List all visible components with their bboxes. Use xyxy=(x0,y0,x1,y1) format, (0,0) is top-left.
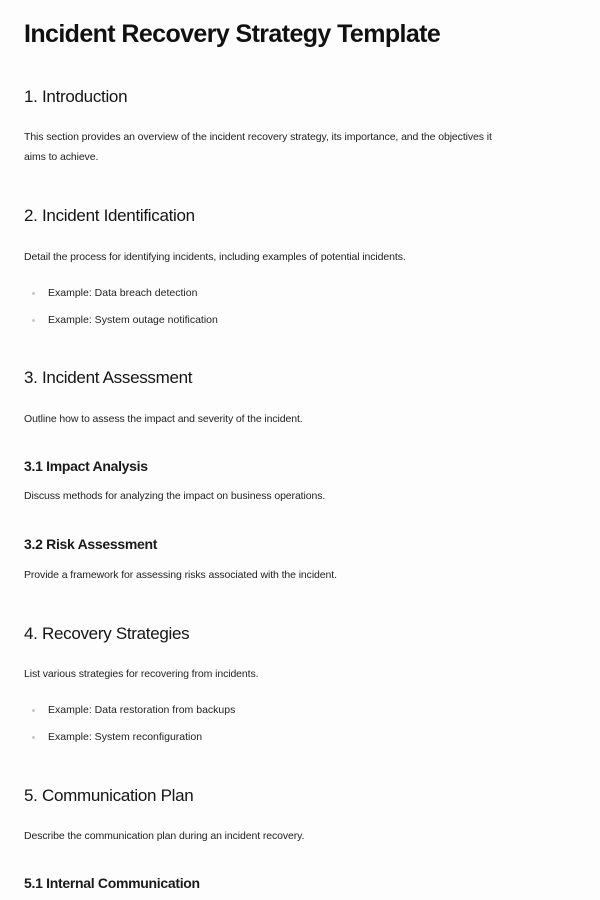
section-text: Outline how to assess the impact and severity of the incident. xyxy=(24,413,303,425)
list-item: Example: System reconfiguration xyxy=(48,731,203,743)
subsection-text: Provide a framework for assessing risks associated with the incident. xyxy=(24,569,337,581)
bullet-icon xyxy=(32,292,35,295)
section-heading-assessment: 3. Incident Assessment xyxy=(24,368,193,387)
section-heading-introduction: 1. Introduction xyxy=(24,87,128,106)
section-heading-recovery-strategies: 4. Recovery Strategies xyxy=(24,624,190,643)
document-title: Incident Recovery Strategy Template xyxy=(24,20,441,48)
section-text: Detail the process for identifying incidents, including examples of potential incidents. xyxy=(24,251,406,263)
bullet-icon xyxy=(32,319,35,322)
subsection-heading-risk-assessment: 3.2 Risk Assessment xyxy=(24,536,158,552)
section-text: This section provides an overview of the incident recovery strategy, its importance, and the objectives it xyxy=(24,131,492,143)
section-heading-communication-plan: 5. Communication Plan xyxy=(24,786,194,805)
subsection-heading-impact-analysis: 3.1 Impact Analysis xyxy=(24,458,148,474)
bullet-icon xyxy=(32,736,35,739)
bullet-icon xyxy=(32,709,35,712)
subsection-heading-internal-communication: 5.1 Internal Communication xyxy=(24,875,200,891)
section-text: List various strategies for recovering from incidents. xyxy=(24,668,259,680)
subsection-text: Discuss methods for analyzing the impact on business operations. xyxy=(24,490,326,502)
list-item: Example: Data restoration from backups xyxy=(48,704,236,716)
list-item: Example: System outage notification xyxy=(48,314,218,326)
list-item: Example: Data breach detection xyxy=(48,287,198,299)
section-text: Describe the communication plan during an incident recovery. xyxy=(24,830,305,842)
section-heading-identification: 2. Incident Identification xyxy=(24,206,195,225)
section-text: aims to achieve. xyxy=(24,151,99,163)
